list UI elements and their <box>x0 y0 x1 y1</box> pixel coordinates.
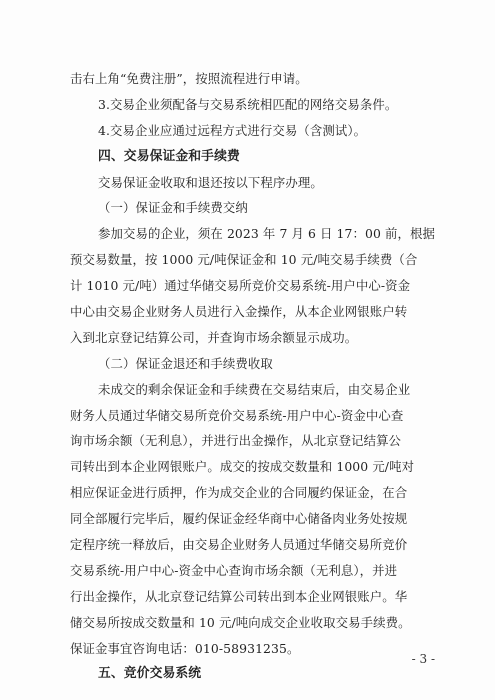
section-heading: 四、交易保证金和手续费 <box>98 148 240 164</box>
text-line: 保证金事宜咨询电话：010-58931235。 <box>70 640 300 656</box>
text-line: 交易系统-用户中心-资金中心查询市场余额（无利息），并进 <box>70 562 398 578</box>
text-line: 中心由交易企业财务人员进行入金操作，从本企业网银账户转 <box>70 304 408 320</box>
text-line: 财务人员通过华储交易所竞价交易系统-用户中心-资金中心查 <box>70 407 404 423</box>
text-line: 入到北京登记结算公司，并查询市场余额显示成功。 <box>70 329 358 345</box>
text-line: 司转出到本企业网银账户。成交的按成交数量和 1000 元/吨对 <box>70 459 415 475</box>
section-heading: 五、竞价交易系统 <box>98 666 202 682</box>
text-line: 参加交易的企业，须在 2023 年 7 月 6 日 17：00 前，根据 <box>98 226 435 242</box>
text-line: 击右上角“免费注册”，按照流程进行申请。 <box>70 71 308 86</box>
text-line: 相应保证金进行质押，作为成交企业的合同履约保证金，在合 <box>70 485 408 501</box>
text-line: 同全部履行完毕后，履约保证金经华商中心储备肉业务处按规 <box>70 511 408 527</box>
text-line: 储交易所按成交数量和 10 元/吨向成交企业收取交易手续费。 <box>70 614 411 630</box>
text-line: 未成交的剩余保证金和手续费在交易结束后，由交易企业 <box>98 381 411 397</box>
text-line: 交易保证金收取和退还按以下程序办理。 <box>98 174 323 190</box>
text-line: 计 1010 元/吨）通过华储交易所竞价交易系统-用户中心-资金 <box>70 278 411 294</box>
text-line: （二）保证金退还和手续费收取 <box>98 355 273 371</box>
text-line: 行出金操作，从北京登记结算公司转出到本企业网银账户。华 <box>70 588 408 604</box>
page-number: - 3 - <box>411 652 435 666</box>
text-line: 询市场余额（无利息），并进行出金操作，从北京登记结算公 <box>70 433 402 449</box>
document-body <box>70 70 442 691</box>
text-line: 定程序统一释放后，由交易企业财务人员通过华储交易所竞价 <box>70 537 408 553</box>
text-line: 预交易数量，按 1000 元/吨保证金和 10 元/吨交易手续费（合 <box>70 252 418 268</box>
text-line: 4.交易企业应通过远程方式进行交易（含测试）。 <box>98 122 367 138</box>
text-line: （一）保证金和手续费交纳 <box>98 200 248 216</box>
text-line: 3.交易企业须配备与交易系统相匹配的网络交易条件。 <box>98 96 398 112</box>
